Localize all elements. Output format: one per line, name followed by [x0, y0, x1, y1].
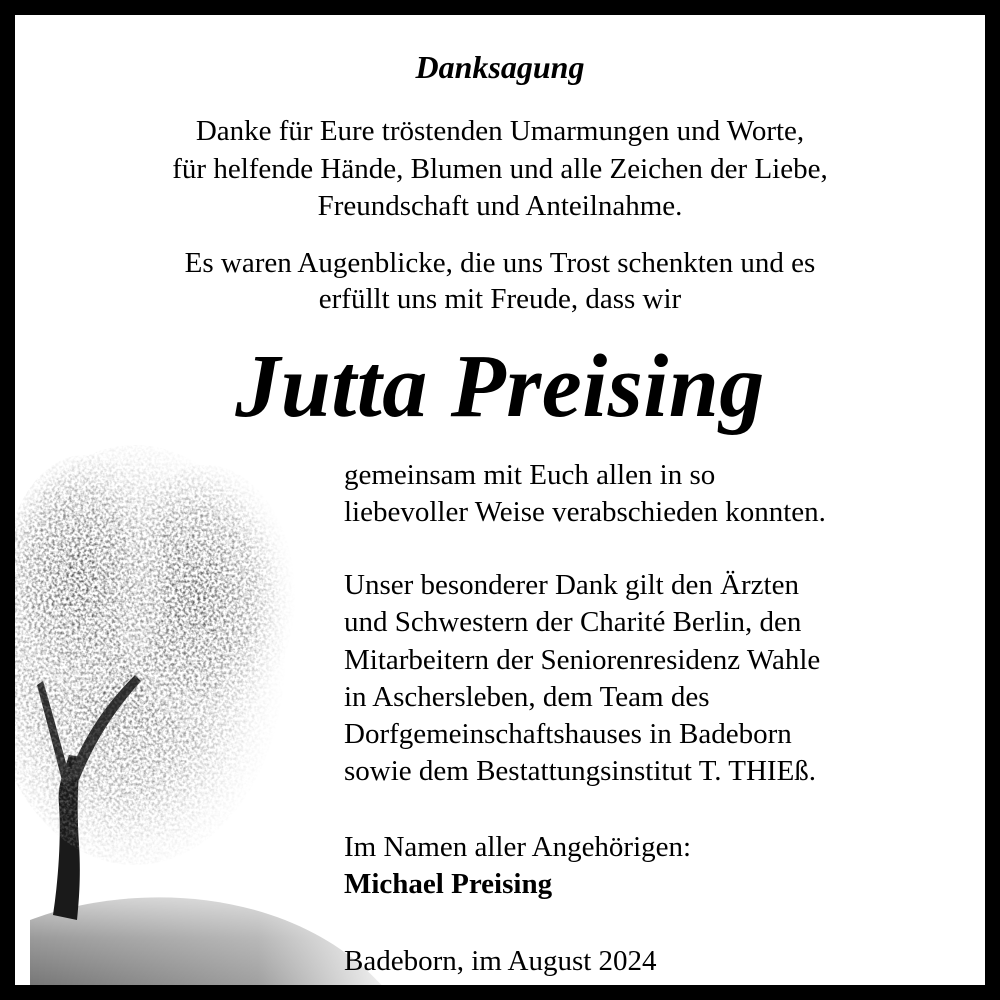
thanks-line: sowie dem Bestattungsinstitut T. THIEß.: [344, 755, 817, 788]
thanks-paragraph: [344, 567, 820, 791]
intro-line: für helfende Hände, Blumen und alle Zeichen der Liebe,: [172, 152, 828, 185]
intro2-line: Es waren Augenblicke, die uns Trost schenkten und es: [184, 247, 816, 279]
deceased-name: Jutta Preising: [235, 337, 765, 436]
heading-danksagung: Danksagung: [415, 49, 585, 85]
farewell-line: liebevoller Weise verabschieden konnten.: [344, 496, 826, 529]
farewell-line: gemeinsam mit Euch allen in so: [344, 459, 716, 491]
farewell-paragraph: [344, 457, 826, 532]
place-date: Badeborn, im August 2024: [344, 945, 657, 977]
thanks-line: Mitarbeitern der Seniorenresidenz Wahle: [344, 643, 821, 676]
intro-line: Danke für Eure tröstenden Umarmungen und Worte,: [195, 115, 805, 147]
intro2-paragraph: [30, 245, 970, 317]
intro-line: Freundschaft und Anteilnahme.: [317, 190, 683, 222]
thanks-line: und Schwestern der Charité Berlin, den: [344, 606, 802, 639]
intro2-line: erfüllt uns mit Freude, dass wir: [318, 283, 682, 315]
signoff-intro: Im Namen aller Angehörigen:: [344, 831, 692, 863]
thanks-line: Dorfgemeinschaftshauses in Badeborn: [344, 718, 792, 751]
signoff-block: [344, 829, 691, 904]
intro-paragraph: [30, 113, 970, 226]
signer-name: Michael Preising: [344, 868, 553, 901]
thanks-line: in Aschersleben, dem Team des: [344, 680, 710, 713]
thanks-line: Unser besonderer Dank gilt den Ärzten: [344, 569, 799, 601]
